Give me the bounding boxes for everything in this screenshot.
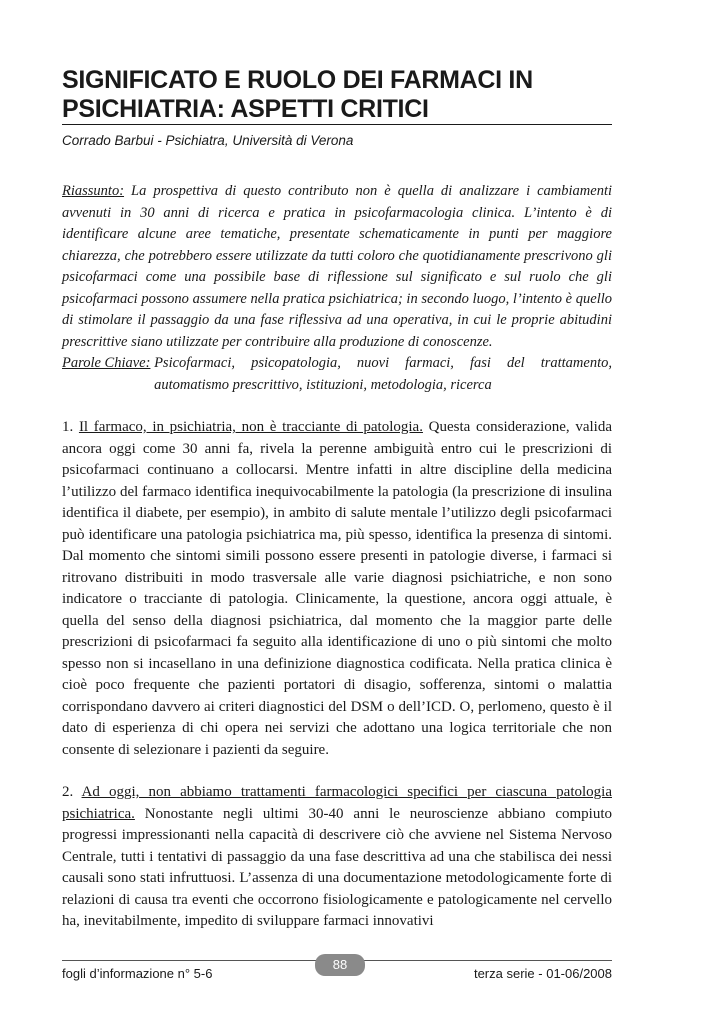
title-line-2: PSICHIATRIA: ASPETTI CRITICI — [62, 95, 612, 125]
keywords-label: Parole Chiave: — [62, 355, 151, 371]
section-1 — [62, 417, 612, 761]
section-2 — [62, 782, 612, 933]
footer-issue: terza serie - 01-06/2008 — [473, 966, 612, 981]
article — [62, 66, 612, 933]
footer-journal: fogli d’informazione n° 5-6 — [62, 966, 213, 981]
article-title — [62, 66, 612, 125]
abstract — [62, 181, 612, 353]
section-number: 2. — [62, 784, 82, 800]
section-number: 1. — [62, 419, 79, 435]
section-heading: Il farmaco, in psichiatria, non è tracciante di patologia. — [78, 419, 423, 435]
page-footer — [62, 957, 612, 981]
page-number-badge: 88 — [315, 954, 365, 976]
abstract-text: La prospettiva di questo contributo non è quella di analizzare i cambiamenti avvenuti in 30 anni di ricerca e pratica in psicofarmacologia clinica. L’intento è di identificare alcune aree tematiche, presentate schematicamente in punti per maggiore chiarezza, che potrebbero essere utilizzate da tutti coloro che quotidianamente prescrivono gli psicofarmaci come una possibile base di riflessione sul significato e sul ruolo che gli psicofarmaci possono assumere nella pratica psichiatrica; in secondo luogo, l’intento è quello di stimolare il passaggio da una fase riflessiva ad una operativa, in cui le proprie abitudini prescrittive siano utilizzate per contribuire alla produzione di conoscenze. — [62, 183, 612, 350]
keywords — [62, 353, 612, 396]
author-line: Corrado Barbui - Psichiatra, Università di Verona — [62, 133, 354, 148]
title-line-1: SIGNIFICATO E RUOLO DEI FARMACI IN — [62, 66, 533, 94]
section-text: Questa considerazione, valida ancora oggi come 30 anni fa, rivela la perenne ambiguità entro cui le prescrizioni di psicofarmaci continuano a collocarsi. Mentre infatti in altre discipline della medicina l’utilizzo del farmaco identifica inequivocabilmente la patologia (la prescrizione di insulina identifica il diabete, per esempio), in ambito di salute mentale l’utilizzo degli psicofarmaci può identificare una patologia psichiatrica ma, più spesso, identifica la presenza di sintomi. Dal momento che sintomi simili possono essere presenti in patologie diverse, i farmaci si ritrovano distribuiti in modo trasversale alle varie diagnosi psichiatriche, e non sono indicatore o tracciante di patologia. Clinicamente, la questione, ancora oggi attuale, è quella del senso della diagnosi psichiatrica, dal momento che la maggior parte delle prescrizioni di psicofarmaci fa seguito alla identificazione di uno o più sintomi che molto spesso non si incasellano in una definizione diagnostica codificata. Nella pratica clinica è cioè poco frequente che pazienti portatori di disagio, sofferenza, sintomi o malattia corrispondano davvero ai criteri diagnostici del DSM o dell’ICD. O, perlomeno, questo è il dato di esperienza di chi opera nei servizi che adottano una logica territoriale che non consente di selezionare i pazienti da seguire. — [62, 419, 613, 758]
section-text: Nonostante negli ultimi 30-40 anni le neuroscienze abbiano compiuto progressi impressionanti nella capacità di descrivere ciò che avviene nel Sistema Nervoso Centrale, tutti i tentativi di passaggio da una fase descrittiva ad una che stabilisca dei nessi causali sono stati infruttuosi. L’assenza di una documentazione metodologicamente forte di relazioni di causa tra eventi che occorrono fisiologicamente e patologicamente nel cervello ha, inevitabilmente, impedito di sviluppare farmaci innovativi — [62, 805, 612, 929]
abstract-label: Riassunto: — [62, 183, 125, 199]
section-heading: Ad oggi, non abbiamo trattamenti farmacologici specifici per ciascuna patologia psichiatrica. — [62, 784, 612, 822]
keywords-text: Psicofarmaci, psicopatologia, nuovi farmaci, fasi del trattamento, automatismo prescrittivo, istituzioni, metodologia, ricerca — [154, 355, 612, 393]
